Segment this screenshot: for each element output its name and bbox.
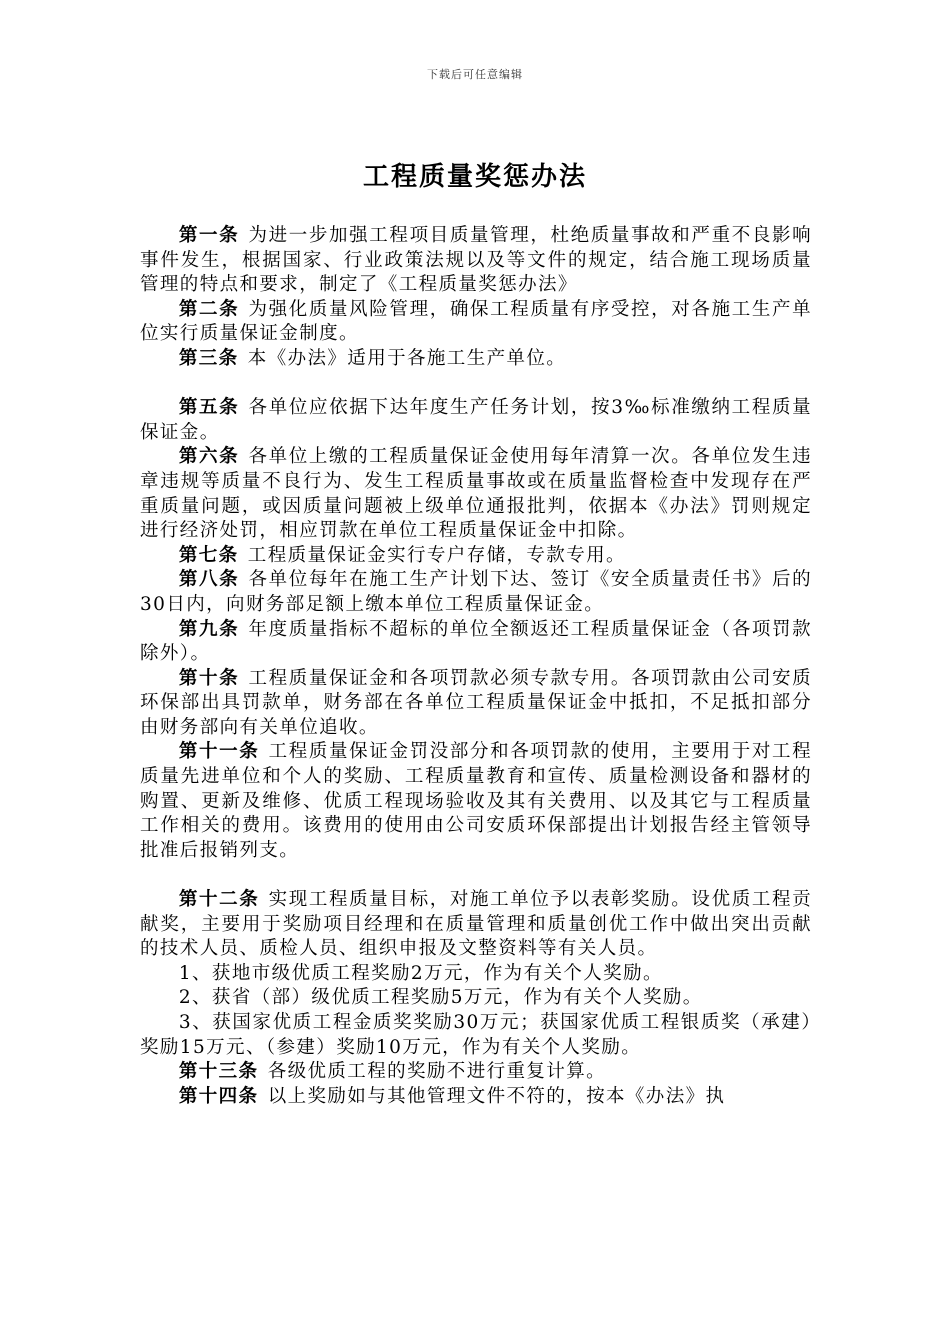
article-label: 第一条: [178, 225, 240, 246]
article-text: 为强化质量风险管理，确保工程质量有序受控，对各施工生产单位实行质量保证金制度。: [140, 298, 813, 345]
article-label: 第十三条: [178, 1061, 259, 1083]
document-title: 工程质量奖惩办法: [362, 162, 587, 192]
award-item-3: 3、获国家优质工程金质奖奖励30万元；获国家优质工程银质奖（承建）奖励15万元、（参建）奖励10万元，作为有关个人奖励。: [140, 1012, 812, 1058]
article-text: 以上奖励如与其他管理文件不符的，按本《办法》执: [267, 1085, 726, 1107]
article-label: 第八条: [178, 569, 240, 591]
article-label: 第七条: [178, 544, 239, 566]
article-7: [140, 544, 812, 569]
blank-line: [140, 863, 812, 888]
article-5: [140, 396, 812, 445]
article-label: 第十一条: [178, 741, 260, 763]
article-label: 第六条: [178, 446, 240, 468]
article-text: 工程质量保证金和各项罚款必须专款专用。各项罚款由公司安质环保部出具罚款单，财务部在各单位工程质量保证金中抵扣，不足抵扣部分由财务部向有关单位追收。: [140, 667, 813, 738]
document-body: [140, 224, 812, 1109]
article-text: 实现工程质量目标，对施工单位予以表彰奖励。设优质工程贡献奖，主要用于奖励项目经理和在质量管理和质量创优工作中做出突出贡献的技术人员、质检人员、组织申报及文整资料等有关人员。: [140, 889, 812, 960]
article-6: [140, 445, 812, 543]
article-label: 第十条: [178, 667, 240, 689]
article-label: 第五条: [178, 397, 240, 419]
article-label: 第二条: [178, 298, 240, 320]
article-3: [140, 347, 812, 372]
article-1: [140, 224, 812, 298]
award-item-2: 2、获省（部）级优质工程奖励5万元，作为有关个人奖励。: [178, 987, 703, 1009]
article-2: [140, 298, 812, 347]
article-8: [140, 568, 812, 617]
article-text: 各单位每年在施工生产计划下达、签订《安全质量责任书》后的30日内，向财务部足额上缴本单位工程质量保证金。: [140, 569, 813, 615]
blank-line: [140, 372, 812, 397]
article-14: [140, 1085, 812, 1110]
article-13: [140, 1060, 812, 1085]
article-text: 各单位上缴的工程质量保证金使用每年清算一次。各单位发生违章违规等质量不良行为、发生工程质量事故或在质量监督检查中发现存在严重质量问题，或因质量问题被上级单位通报批判，依据本《办法》罚则规定进行经济处罚，相应罚款在单位工程质量保证金中扣除。: [140, 446, 813, 542]
article-text: 各单位应依据下达年度生产任务计划，按3‰标准缴纳工程质量保证金。: [140, 397, 813, 443]
article-text: 工程质量保证金实行专户存储，专款专用。: [247, 544, 626, 566]
article-text: 年度质量指标不超标的单位全额返还工程质量保证金（各项罚款除外）。: [140, 618, 813, 665]
article-10: [140, 667, 812, 741]
article-label: 第三条: [178, 347, 239, 369]
article-text: 本《办法》适用于各施工生产单位。: [247, 347, 567, 369]
article-label: 第九条: [178, 618, 240, 640]
article-9: [140, 618, 812, 667]
award-item-1: 1、获地市级优质工程奖励2万元，作为有关个人奖励。: [178, 962, 663, 984]
article-11: [140, 740, 812, 863]
header-note: 下载后可任意编辑: [427, 68, 523, 81]
article-12: [140, 888, 812, 962]
article-text: 各级优质工程的奖励不进行重复计算。: [267, 1061, 607, 1083]
article-label: 第十二条: [178, 889, 260, 911]
article-text: 为进一步加强工程项目质量管理，杜绝质量事故和严重不良影响事件发生，根据国家、行业政策法规以及等文件的规定，结合施工现场质量管理的特点和要求，制定了《工程质量奖惩办法》: [140, 225, 813, 296]
article-text: 工程质量保证金罚没部分和各项罚款的使用，主要用于对工程质量先进单位和个人的奖励、工程质量教育和宣传、质量检测设备和器材的购置、更新及维修、优质工程现场验收及其有关费用、以及其它与工程质量工作相关的费用。该费用的使用由公司安质环保部提出计划报告经主管领导批准后报销列支。: [140, 741, 812, 861]
article-label: 第十四条: [178, 1085, 259, 1107]
